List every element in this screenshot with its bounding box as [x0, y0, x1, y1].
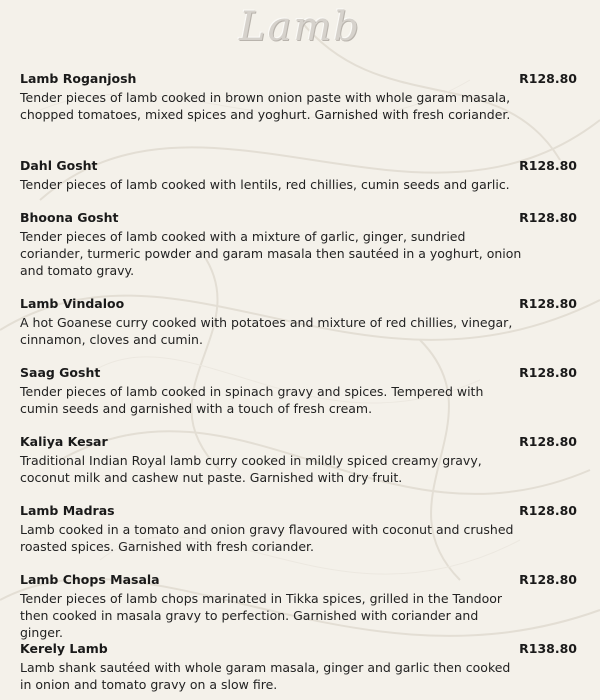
item-name: Lamb Roganjosh: [20, 71, 137, 86]
item-price: R128.80: [519, 158, 577, 173]
item-description: Traditional Indian Royal lamb curry cooked in mildly spiced creamy gravy, coconut milk and cashew nut paste. Garnished with dry fruit.: [20, 453, 482, 485]
item-description: A hot Goanese curry cooked with potatoes and mixture of red chillies, vinegar, cinnamon, cloves and cumin.: [20, 315, 513, 347]
item-description: Tender pieces of lamb cooked in spinach gravy and spices. Tempered with cumin seeds and garnished with a touch of fresh cream.: [20, 384, 484, 416]
item-price: R128.80: [519, 503, 577, 518]
menu-item: [20, 296, 585, 348]
item-price: R138.80: [519, 641, 577, 656]
menu-item: [20, 365, 585, 417]
item-description: Tender pieces of lamb cooked with a mixture of garlic, ginger, sundried coriander, turmeric powder and garam masala then sautéed in a yoghurt, onion and tomato gravy.: [20, 229, 522, 278]
item-description: Tender pieces of lamb chops marinated in Tikka spices, grilled in the Tandoor then cooked in masala gravy to perfection. Garnished with coriander and ginger.: [20, 591, 503, 640]
item-name: Kaliya Kesar: [20, 434, 108, 449]
item-name: Kerely Lamb: [20, 641, 108, 656]
item-description: Tender pieces of lamb cooked with lentils, red chillies, cumin seeds and garlic.: [20, 177, 510, 192]
item-price: R128.80: [519, 296, 577, 311]
menu-item: [20, 210, 585, 279]
item-description: Lamb cooked in a tomato and onion gravy flavoured with coconut and crushed roasted spices. Garnished with fresh coriander.: [20, 522, 514, 554]
item-price: R128.80: [519, 71, 577, 86]
item-name: Lamb Madras: [20, 503, 115, 518]
menu-item: [20, 434, 585, 486]
item-name: Saag Gosht: [20, 365, 101, 380]
menu-item: [20, 71, 585, 123]
menu-item: [20, 572, 585, 641]
item-price: R128.80: [519, 572, 577, 587]
menu-item: [20, 158, 585, 193]
item-price: R128.80: [519, 365, 577, 380]
item-price: R128.80: [519, 434, 577, 449]
item-name: Lamb Chops Masala: [20, 572, 160, 587]
item-description: Tender pieces of lamb cooked in brown onion paste with whole garam masala, chopped tomatoes, mixed spices and yoghurt. Garnished with fresh coriander.: [20, 90, 511, 122]
item-name: Dahl Gosht: [20, 158, 98, 173]
item-name: Bhoona Gosht: [20, 210, 119, 225]
section-heading: Lamb: [239, 4, 361, 50]
item-name: Lamb Vindaloo: [20, 296, 125, 311]
item-price: R128.80: [519, 210, 577, 225]
menu-item: [20, 503, 585, 555]
item-description: Lamb shank sautéed with whole garam masala, ginger and garlic then cooked in onion and tomato gravy on a slow fire.: [20, 660, 511, 692]
menu-item: [20, 641, 585, 693]
